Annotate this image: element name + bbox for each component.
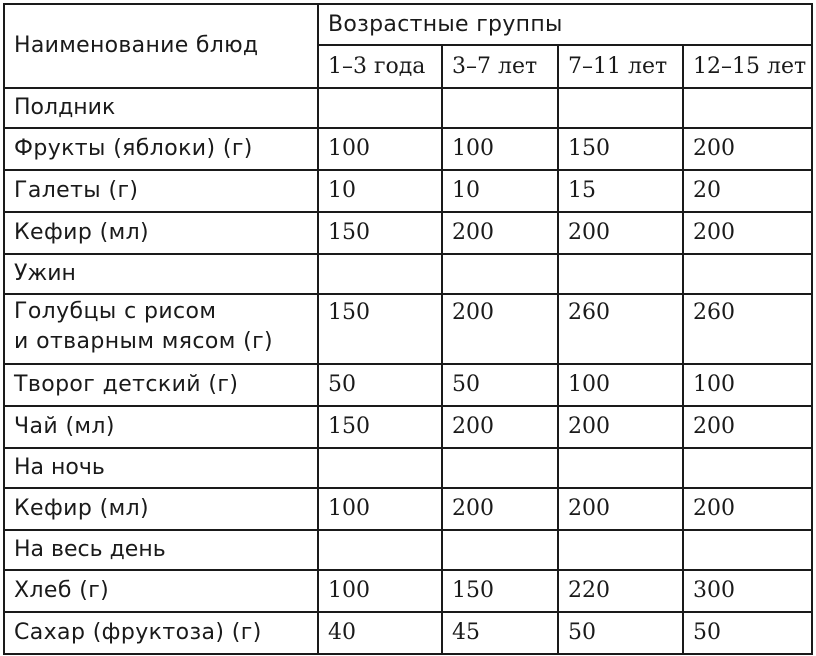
table-row xyxy=(4,364,812,406)
section-title: Полдник xyxy=(4,88,318,128)
value-cell: 150 xyxy=(318,212,442,254)
value-cell: 100 xyxy=(318,570,442,612)
value-cell: 200 xyxy=(683,212,812,254)
value-cell: 100 xyxy=(558,364,683,406)
dish-name: Фрукты (яблоки) (г) xyxy=(4,128,318,170)
value-cell: 10 xyxy=(318,170,442,212)
value-cell: 200 xyxy=(442,212,558,254)
value-cell: 150 xyxy=(318,294,442,364)
value-cell: 200 xyxy=(558,488,683,530)
dish-name: Кефир (мл) xyxy=(4,488,318,530)
value-cell: 260 xyxy=(558,294,683,364)
value-cell: 200 xyxy=(558,212,683,254)
table-row xyxy=(4,488,812,530)
table-row xyxy=(4,170,812,212)
dish-name: Сахар (фруктоза) (г) xyxy=(4,612,318,654)
value-cell: 200 xyxy=(558,406,683,448)
dish-name-line: Голубцы с рисом xyxy=(14,299,217,324)
value-cell: 200 xyxy=(683,406,812,448)
value-cell: 50 xyxy=(442,364,558,406)
value-cell: 20 xyxy=(683,170,812,212)
dish-name: Творог детский (г) xyxy=(4,364,318,406)
value-cell: 50 xyxy=(558,612,683,654)
header-age-3-7: 3–7 лет xyxy=(442,45,558,88)
table-row xyxy=(4,294,812,364)
section-title: На весь день xyxy=(4,530,318,570)
value-cell: 150 xyxy=(442,570,558,612)
section-title: На ночь xyxy=(4,448,318,488)
value-cell: 150 xyxy=(558,128,683,170)
value-cell: 100 xyxy=(318,488,442,530)
table-row xyxy=(4,128,812,170)
section-row xyxy=(4,448,812,488)
dish-name xyxy=(4,294,318,364)
dish-name: Галеты (г) xyxy=(4,170,318,212)
value-cell: 200 xyxy=(683,488,812,530)
value-cell: 200 xyxy=(442,488,558,530)
value-cell: 200 xyxy=(683,128,812,170)
section-row xyxy=(4,88,812,128)
value-cell: 40 xyxy=(318,612,442,654)
value-cell: 260 xyxy=(683,294,812,364)
table-row xyxy=(4,406,812,448)
value-cell: 150 xyxy=(318,406,442,448)
value-cell: 50 xyxy=(318,364,442,406)
header-age-7-11: 7–11 лет xyxy=(558,45,683,88)
value-cell: 10 xyxy=(442,170,558,212)
value-cell: 45 xyxy=(442,612,558,654)
value-cell: 300 xyxy=(683,570,812,612)
value-cell: 100 xyxy=(318,128,442,170)
menu-table xyxy=(3,3,813,655)
dish-name: Чай (мл) xyxy=(4,406,318,448)
value-cell: 100 xyxy=(683,364,812,406)
section-row xyxy=(4,530,812,570)
dish-name: Хлеб (г) xyxy=(4,570,318,612)
table-row xyxy=(4,212,812,254)
value-cell: 50 xyxy=(683,612,812,654)
header-age-1-3: 1–3 года xyxy=(318,45,442,88)
table-row xyxy=(4,570,812,612)
section-row xyxy=(4,254,812,294)
value-cell: 220 xyxy=(558,570,683,612)
header-age-12-15: 12–15 лет xyxy=(683,45,812,88)
value-cell: 200 xyxy=(442,294,558,364)
value-cell: 15 xyxy=(558,170,683,212)
value-cell: 200 xyxy=(442,406,558,448)
dish-name: Кефир (мл) xyxy=(4,212,318,254)
dish-name-line: и отварным мясом (г) xyxy=(14,329,274,354)
table-row xyxy=(4,612,812,654)
header-dish-name: Наименование блюд xyxy=(4,4,318,88)
section-title: Ужин xyxy=(4,254,318,294)
header-age-groups: Возрастные группы xyxy=(318,4,812,45)
value-cell: 100 xyxy=(442,128,558,170)
